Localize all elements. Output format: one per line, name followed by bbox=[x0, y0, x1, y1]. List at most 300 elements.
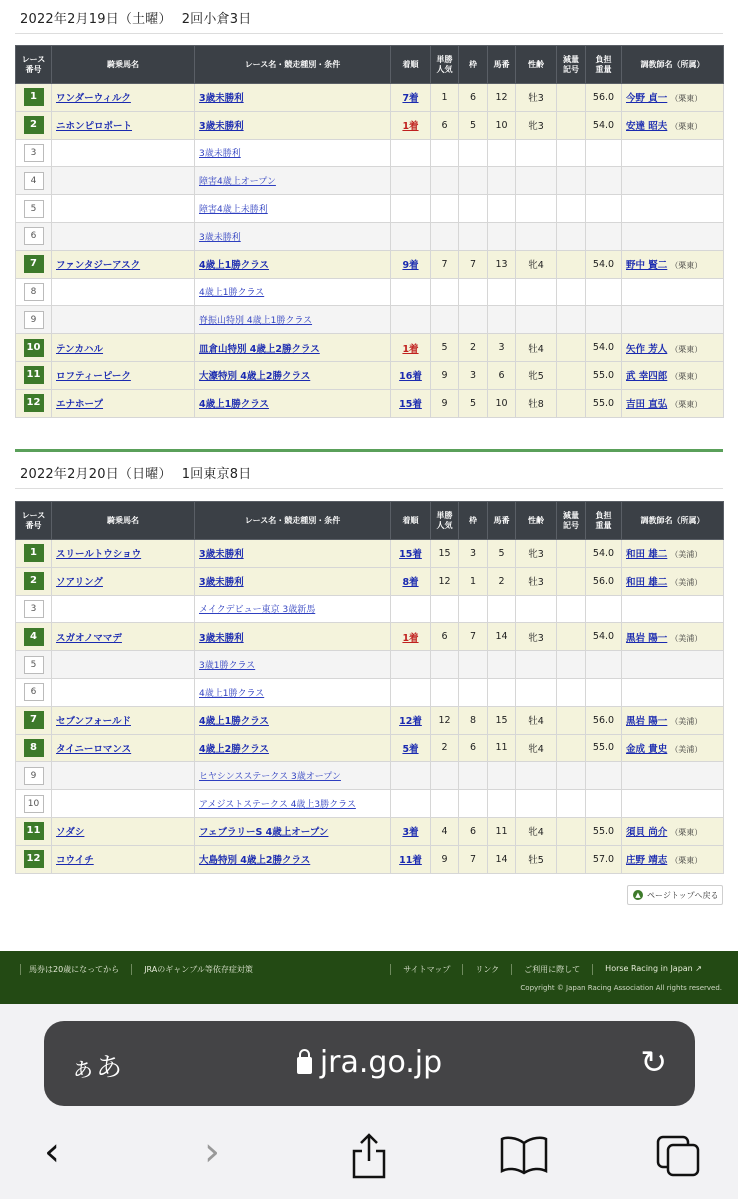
horse-number-cell bbox=[488, 790, 516, 818]
weight-reduction-cell bbox=[557, 706, 586, 734]
weight-cell bbox=[586, 195, 622, 223]
weight-reduction-cell bbox=[557, 595, 586, 623]
trainer-cell bbox=[622, 334, 724, 362]
race-name-cell bbox=[195, 222, 391, 250]
trainer-affiliation: （美浦） bbox=[670, 744, 703, 754]
trainer-cell bbox=[622, 222, 724, 250]
horse-name-cell bbox=[52, 195, 195, 223]
horse-number-cell: 2 bbox=[488, 567, 516, 595]
popularity-cell bbox=[431, 595, 459, 623]
frame-cell bbox=[459, 306, 488, 334]
trainer-affiliation: （栗東） bbox=[670, 261, 703, 271]
day-date: 2022年2月19日（土曜） bbox=[20, 12, 172, 27]
race-name-link[interactable]: 3歳1勝クラス bbox=[199, 661, 256, 672]
trainer-link[interactable]: 黒岩 陽一 bbox=[626, 716, 668, 728]
popularity-cell bbox=[431, 195, 459, 223]
sex-age-cell bbox=[516, 139, 557, 167]
popularity-cell: 12 bbox=[431, 706, 459, 734]
popularity-cell bbox=[431, 678, 459, 706]
finish-cell bbox=[391, 167, 431, 195]
horse-number-cell: 11 bbox=[488, 734, 516, 762]
trainer-affiliation: （栗東） bbox=[670, 400, 703, 410]
frame-cell bbox=[459, 195, 488, 223]
horse-number-cell bbox=[488, 651, 516, 679]
trainer-link[interactable]: 野中 賢二 bbox=[626, 260, 668, 272]
horse-name-link[interactable]: ロフティーピーク bbox=[56, 371, 131, 383]
finish-link[interactable]: 1着 bbox=[402, 343, 419, 355]
popularity-cell: 4 bbox=[431, 817, 459, 845]
race-name-cell bbox=[195, 389, 391, 417]
finish-link[interactable]: 11着 bbox=[399, 855, 422, 867]
sex-age-cell: 牡4 bbox=[516, 334, 557, 362]
finish-cell bbox=[391, 762, 431, 790]
trainer-affiliation: （栗東） bbox=[670, 94, 703, 104]
trainer-cell bbox=[622, 361, 724, 389]
sex-age-cell: 牡8 bbox=[516, 389, 557, 417]
finish-link[interactable]: 1着 bbox=[402, 632, 419, 644]
horse-number-cell: 3 bbox=[488, 334, 516, 362]
sex-age-cell: 牝3 bbox=[516, 623, 557, 651]
race-number-cell bbox=[16, 306, 52, 334]
frame-cell: 1 bbox=[459, 567, 488, 595]
race-name-link[interactable]: 3歳未勝利 bbox=[199, 549, 244, 561]
race-number-cell bbox=[16, 334, 52, 362]
race-table-day1 bbox=[15, 45, 724, 418]
race-name-link[interactable]: ヒヤシンスステークス 3歳オープン bbox=[199, 772, 341, 783]
weight-reduction-cell bbox=[557, 306, 586, 334]
race-row bbox=[16, 567, 724, 595]
reload-icon[interactable]: ↻ bbox=[640, 1043, 667, 1081]
popularity-cell: 2 bbox=[431, 734, 459, 762]
finish-cell bbox=[391, 678, 431, 706]
finish-cell bbox=[391, 706, 431, 734]
race-name-cell bbox=[195, 817, 391, 845]
footer-link-addiction[interactable]: JRAのギャンブル等依存症対策 bbox=[131, 964, 265, 975]
race-number: 5 bbox=[24, 656, 44, 674]
horse-name-link[interactable]: ワンダーウィルク bbox=[56, 93, 131, 105]
finish-link[interactable]: 3着 bbox=[402, 827, 419, 839]
trainer-cell bbox=[622, 389, 724, 417]
horse-name-link[interactable]: ソダシ bbox=[56, 827, 85, 839]
weight-reduction-cell bbox=[557, 334, 586, 362]
weight-cell: 56.0 bbox=[586, 706, 622, 734]
frame-cell: 7 bbox=[459, 250, 488, 278]
trainer-cell bbox=[622, 623, 724, 651]
back-icon[interactable]: ‹ bbox=[44, 1129, 60, 1175]
weight-reduction-cell bbox=[557, 278, 586, 306]
weight-reduction-cell bbox=[557, 167, 586, 195]
trainer-link[interactable]: 金成 貴史 bbox=[626, 743, 668, 755]
divider bbox=[15, 488, 723, 489]
race-name-link[interactable]: 4歳上1勝クラス bbox=[199, 260, 269, 272]
popularity-cell: 1 bbox=[431, 84, 459, 112]
horse-name-cell bbox=[52, 678, 195, 706]
race-number: 6 bbox=[24, 683, 44, 701]
finish-cell bbox=[391, 389, 431, 417]
finish-cell bbox=[391, 278, 431, 306]
race-number-cell bbox=[16, 278, 52, 306]
address-bar[interactable] bbox=[44, 1021, 695, 1106]
trainer-cell bbox=[622, 139, 724, 167]
horse-name-cell bbox=[52, 111, 195, 139]
frame-cell bbox=[459, 595, 488, 623]
trainer-link[interactable]: 安達 昭夫 bbox=[626, 121, 668, 133]
weight-cell: 55.0 bbox=[586, 817, 622, 845]
weight-reduction-cell bbox=[557, 389, 586, 417]
race-name-link[interactable]: 脊振山特別 4歳上1勝クラス bbox=[199, 316, 313, 327]
horse-name-cell bbox=[52, 389, 195, 417]
frame-cell: 7 bbox=[459, 623, 488, 651]
race-number-cell bbox=[16, 361, 52, 389]
race-number-cell bbox=[16, 84, 52, 112]
race-row bbox=[16, 306, 724, 334]
finish-link[interactable]: 1着 bbox=[402, 121, 419, 133]
popularity-cell bbox=[431, 278, 459, 306]
column-header: レース 番号 bbox=[16, 46, 52, 84]
trainer-affiliation: （栗東） bbox=[670, 856, 703, 866]
finish-cell bbox=[391, 361, 431, 389]
frame-cell: 2 bbox=[459, 334, 488, 362]
horse-name-link[interactable]: スリールトウショウ bbox=[56, 549, 142, 561]
weight-cell bbox=[586, 678, 622, 706]
horse-name-cell bbox=[52, 278, 195, 306]
trainer-cell bbox=[622, 817, 724, 845]
trainer-link[interactable]: 矢作 芳人 bbox=[626, 343, 668, 355]
race-table-day2 bbox=[15, 501, 724, 874]
race-name-link[interactable]: 4歳上2勝クラス bbox=[199, 743, 269, 755]
day-meet: 2回小倉3日 bbox=[181, 12, 252, 27]
sex-age-cell bbox=[516, 790, 557, 818]
race-number-cell bbox=[16, 389, 52, 417]
race-name-cell bbox=[195, 250, 391, 278]
race-name-cell bbox=[195, 567, 391, 595]
frame-cell bbox=[459, 790, 488, 818]
race-name-link[interactable]: 3歳未勝利 bbox=[199, 577, 244, 589]
horse-name-cell bbox=[52, 790, 195, 818]
race-row bbox=[16, 222, 724, 250]
race-name-link[interactable]: 3歳未勝利 bbox=[199, 93, 244, 105]
footer-link-terms[interactable]: ご利用に際して bbox=[511, 964, 592, 975]
day-date: 2022年2月20日（日曜） bbox=[20, 467, 172, 482]
race-name-link[interactable]: 大島特別 4歳上2勝クラス bbox=[199, 855, 311, 867]
race-row bbox=[16, 623, 724, 651]
sex-age-cell bbox=[516, 222, 557, 250]
horse-name-link[interactable]: エナホープ bbox=[56, 399, 104, 411]
race-name-cell bbox=[195, 706, 391, 734]
race-number-cell bbox=[16, 817, 52, 845]
finish-link[interactable]: 8着 bbox=[402, 577, 419, 589]
weight-cell bbox=[586, 762, 622, 790]
popularity-cell: 9 bbox=[431, 361, 459, 389]
finish-cell bbox=[391, 734, 431, 762]
trainer-link[interactable]: 吉田 直弘 bbox=[626, 399, 668, 411]
race-name-cell bbox=[195, 195, 391, 223]
footer-link-age[interactable]: 馬券は20歳になってから bbox=[20, 964, 131, 975]
finish-link[interactable]: 15着 bbox=[399, 399, 422, 411]
trainer-link[interactable]: 須貝 尚介 bbox=[626, 827, 668, 839]
column-header: 性齢 bbox=[516, 46, 557, 84]
frame-cell: 5 bbox=[459, 389, 488, 417]
weight-cell bbox=[586, 139, 622, 167]
horse-name-link[interactable]: ファンタジーアスク bbox=[56, 260, 141, 272]
weight-reduction-cell bbox=[557, 734, 586, 762]
share-icon[interactable] bbox=[350, 1133, 388, 1179]
sex-age-cell: 牝4 bbox=[516, 817, 557, 845]
footer-link-links[interactable]: リンク bbox=[462, 964, 511, 975]
weight-reduction-cell bbox=[557, 567, 586, 595]
race-row bbox=[16, 845, 724, 873]
race-name-cell bbox=[195, 595, 391, 623]
day-title bbox=[20, 8, 251, 27]
column-header: 減量 記号 bbox=[557, 502, 586, 540]
horse-name-cell bbox=[52, 222, 195, 250]
column-header: レース名・競走種別・条件 bbox=[195, 46, 391, 84]
section-divider bbox=[15, 449, 723, 452]
race-name-link[interactable]: 4歳上1勝クラス bbox=[199, 288, 265, 299]
sex-age-cell bbox=[516, 278, 557, 306]
race-name-link[interactable]: 障害4歳上未勝利 bbox=[199, 205, 268, 216]
frame-cell bbox=[459, 222, 488, 250]
finish-link[interactable]: 5着 bbox=[402, 743, 419, 755]
race-name-link[interactable]: 大濠特別 4歳上2勝クラス bbox=[199, 371, 311, 383]
race-name-cell bbox=[195, 651, 391, 679]
trainer-cell bbox=[622, 706, 724, 734]
horse-name-cell bbox=[52, 595, 195, 623]
horse-name-link[interactable]: セブンフォールド bbox=[56, 716, 131, 728]
horse-number-cell bbox=[488, 167, 516, 195]
race-number-cell bbox=[16, 790, 52, 818]
race-number: 1 bbox=[24, 88, 44, 106]
race-name-cell bbox=[195, 790, 391, 818]
weight-cell: 54.0 bbox=[586, 334, 622, 362]
url-text: jra.go.jp bbox=[319, 1045, 443, 1080]
weight-cell: 55.0 bbox=[586, 389, 622, 417]
horse-number-cell: 14 bbox=[488, 845, 516, 873]
race-row bbox=[16, 111, 724, 139]
footer-link-hrj-label: Horse Racing in Japan bbox=[605, 964, 693, 973]
race-name-link[interactable]: 皿倉山特別 4歳上2勝クラス bbox=[199, 343, 320, 355]
race-number: 11 bbox=[24, 366, 44, 384]
race-name-link[interactable]: メイクデビュー東京 3歳新馬 bbox=[199, 605, 316, 616]
finish-cell bbox=[391, 222, 431, 250]
sex-age-cell: 牝5 bbox=[516, 361, 557, 389]
popularity-cell bbox=[431, 651, 459, 679]
horse-number-cell: 14 bbox=[488, 623, 516, 651]
trainer-link[interactable]: 和田 雄二 bbox=[626, 549, 668, 561]
external-link-icon: ↗ bbox=[695, 964, 702, 973]
race-number: 2 bbox=[24, 572, 44, 590]
popularity-cell bbox=[431, 790, 459, 818]
trainer-affiliation: （栗東） bbox=[670, 372, 703, 382]
horse-number-cell bbox=[488, 678, 516, 706]
finish-cell bbox=[391, 790, 431, 818]
race-name-cell bbox=[195, 678, 391, 706]
horse-number-cell bbox=[488, 139, 516, 167]
weight-cell: 54.0 bbox=[586, 623, 622, 651]
horse-name-cell bbox=[52, 567, 195, 595]
race-row bbox=[16, 706, 724, 734]
race-row bbox=[16, 195, 724, 223]
race-name-link[interactable]: 4歳上1勝クラス bbox=[199, 688, 265, 699]
weight-reduction-cell bbox=[557, 817, 586, 845]
race-name-cell bbox=[195, 84, 391, 112]
horse-number-cell: 10 bbox=[488, 111, 516, 139]
frame-cell: 6 bbox=[459, 817, 488, 845]
horse-name-cell bbox=[52, 734, 195, 762]
finish-cell bbox=[391, 540, 431, 568]
sex-age-cell: 牝3 bbox=[516, 540, 557, 568]
trainer-affiliation: （栗東） bbox=[670, 344, 703, 354]
race-number-cell bbox=[16, 139, 52, 167]
finish-link[interactable]: 9着 bbox=[402, 260, 419, 272]
frame-cell bbox=[459, 678, 488, 706]
sex-age-cell: 牝3 bbox=[516, 111, 557, 139]
popularity-cell bbox=[431, 306, 459, 334]
race-name-link[interactable]: 3歳未勝利 bbox=[199, 232, 241, 243]
horse-number-cell bbox=[488, 595, 516, 623]
day-meet: 1回東京8日 bbox=[181, 467, 252, 482]
trainer-link[interactable]: 今野 貞一 bbox=[626, 93, 668, 105]
race-name-link[interactable]: アメジストステークス 4歳上3勝クラス bbox=[199, 800, 356, 811]
column-header: 負担 重量 bbox=[586, 46, 622, 84]
sex-age-cell: 牡5 bbox=[516, 845, 557, 873]
horse-name-cell bbox=[52, 361, 195, 389]
weight-reduction-cell bbox=[557, 762, 586, 790]
weight-reduction-cell bbox=[557, 139, 586, 167]
trainer-link[interactable]: 和田 雄二 bbox=[626, 577, 668, 589]
race-name-link[interactable]: 3歳未勝利 bbox=[199, 632, 244, 644]
horse-number-cell bbox=[488, 306, 516, 334]
url-display[interactable] bbox=[44, 1045, 695, 1080]
weight-reduction-cell bbox=[557, 111, 586, 139]
finish-cell bbox=[391, 306, 431, 334]
race-number: 3 bbox=[24, 600, 44, 618]
horse-name-cell bbox=[52, 250, 195, 278]
footer-links-left bbox=[20, 964, 265, 975]
trainer-cell bbox=[622, 167, 724, 195]
trainer-link[interactable]: 庄野 靖志 bbox=[626, 855, 668, 867]
race-name-link[interactable]: フェブラリーS 4歳上オープン bbox=[199, 827, 329, 839]
race-number-cell bbox=[16, 762, 52, 790]
race-number: 4 bbox=[24, 628, 44, 646]
race-number-cell bbox=[16, 623, 52, 651]
weight-reduction-cell bbox=[557, 250, 586, 278]
race-number-cell bbox=[16, 845, 52, 873]
column-header: 性齢 bbox=[516, 502, 557, 540]
sex-age-cell: 牡3 bbox=[516, 84, 557, 112]
browser-toolbar bbox=[0, 1129, 738, 1189]
popularity-cell: 12 bbox=[431, 567, 459, 595]
horse-number-cell: 10 bbox=[488, 389, 516, 417]
trainer-cell bbox=[622, 540, 724, 568]
race-number: 5 bbox=[24, 200, 44, 218]
race-name-link[interactable]: 3歳未勝利 bbox=[199, 149, 241, 160]
trainer-link[interactable]: 黒岩 陽一 bbox=[626, 632, 668, 644]
footer-links-right bbox=[390, 964, 714, 975]
trainer-cell bbox=[622, 567, 724, 595]
race-row bbox=[16, 389, 724, 417]
column-header: 減量 記号 bbox=[557, 46, 586, 84]
race-name-link[interactable]: 3歳未勝利 bbox=[199, 121, 244, 133]
horse-name-cell bbox=[52, 762, 195, 790]
race-name-cell bbox=[195, 540, 391, 568]
sex-age-cell: 牝4 bbox=[516, 250, 557, 278]
horse-name-link[interactable]: テンカハル bbox=[56, 343, 104, 355]
weight-reduction-cell bbox=[557, 678, 586, 706]
horse-name-cell bbox=[52, 845, 195, 873]
trainer-cell bbox=[622, 734, 724, 762]
frame-cell bbox=[459, 762, 488, 790]
horse-number-cell: 12 bbox=[488, 84, 516, 112]
race-number: 7 bbox=[24, 711, 44, 729]
frame-cell: 3 bbox=[459, 540, 488, 568]
footer-link-horse-racing-japan[interactable] bbox=[592, 964, 714, 975]
race-name-cell bbox=[195, 306, 391, 334]
column-header: 単勝 人気 bbox=[431, 502, 459, 540]
trainer-cell bbox=[622, 678, 724, 706]
finish-link[interactable]: 15着 bbox=[399, 549, 422, 561]
race-number: 7 bbox=[24, 255, 44, 273]
trainer-affiliation: （栗東） bbox=[670, 122, 703, 132]
column-header: 着順 bbox=[391, 46, 431, 84]
finish-cell bbox=[391, 817, 431, 845]
page-top-button[interactable] bbox=[627, 885, 723, 905]
race-number: 1 bbox=[24, 544, 44, 562]
weight-cell bbox=[586, 222, 622, 250]
horse-name-link[interactable]: コウイチ bbox=[56, 855, 94, 867]
race-name-link[interactable]: 4歳上1勝クラス bbox=[199, 399, 269, 411]
horse-name-link[interactable]: スガオノママデ bbox=[56, 632, 122, 644]
race-name-link[interactable]: 4歳上1勝クラス bbox=[199, 716, 269, 728]
horse-name-link[interactable]: ソアリング bbox=[56, 577, 103, 589]
column-header: 騎乗馬名 bbox=[52, 46, 195, 84]
popularity-cell: 6 bbox=[431, 111, 459, 139]
race-row bbox=[16, 678, 724, 706]
lock-icon bbox=[297, 1057, 312, 1074]
horse-number-cell bbox=[488, 762, 516, 790]
race-name-link[interactable]: 障害4歳上オープン bbox=[199, 177, 276, 188]
race-number: 4 bbox=[24, 172, 44, 190]
horse-name-link[interactable]: ニホンピロポート bbox=[56, 121, 133, 133]
weight-cell bbox=[586, 595, 622, 623]
finish-cell bbox=[391, 111, 431, 139]
race-name-cell bbox=[195, 167, 391, 195]
frame-cell: 3 bbox=[459, 361, 488, 389]
race-number: 12 bbox=[24, 394, 44, 412]
trainer-link[interactable]: 武 幸四郎 bbox=[626, 371, 668, 383]
race-number-cell bbox=[16, 195, 52, 223]
race-row bbox=[16, 595, 724, 623]
footer-link-sitemap[interactable]: サイトマップ bbox=[390, 964, 462, 975]
finish-link[interactable]: 12着 bbox=[399, 716, 422, 728]
finish-link[interactable]: 16着 bbox=[399, 371, 422, 383]
column-header: 単勝 人気 bbox=[431, 46, 459, 84]
bookmarks-icon[interactable] bbox=[500, 1135, 548, 1175]
horse-number-cell: 15 bbox=[488, 706, 516, 734]
finish-link[interactable]: 7着 bbox=[402, 93, 419, 105]
reader-settings-button[interactable]: ぁあ bbox=[70, 1053, 123, 1083]
column-header: 馬番 bbox=[488, 502, 516, 540]
horse-name-link[interactable]: タイニーロマンス bbox=[56, 743, 132, 755]
race-number: 12 bbox=[24, 850, 44, 868]
horse-number-cell bbox=[488, 195, 516, 223]
race-number: 9 bbox=[24, 767, 44, 785]
horse-name-cell bbox=[52, 706, 195, 734]
tabs-icon[interactable] bbox=[656, 1135, 702, 1177]
weight-reduction-cell bbox=[557, 222, 586, 250]
popularity-cell: 6 bbox=[431, 623, 459, 651]
forward-icon[interactable]: › bbox=[204, 1129, 220, 1175]
